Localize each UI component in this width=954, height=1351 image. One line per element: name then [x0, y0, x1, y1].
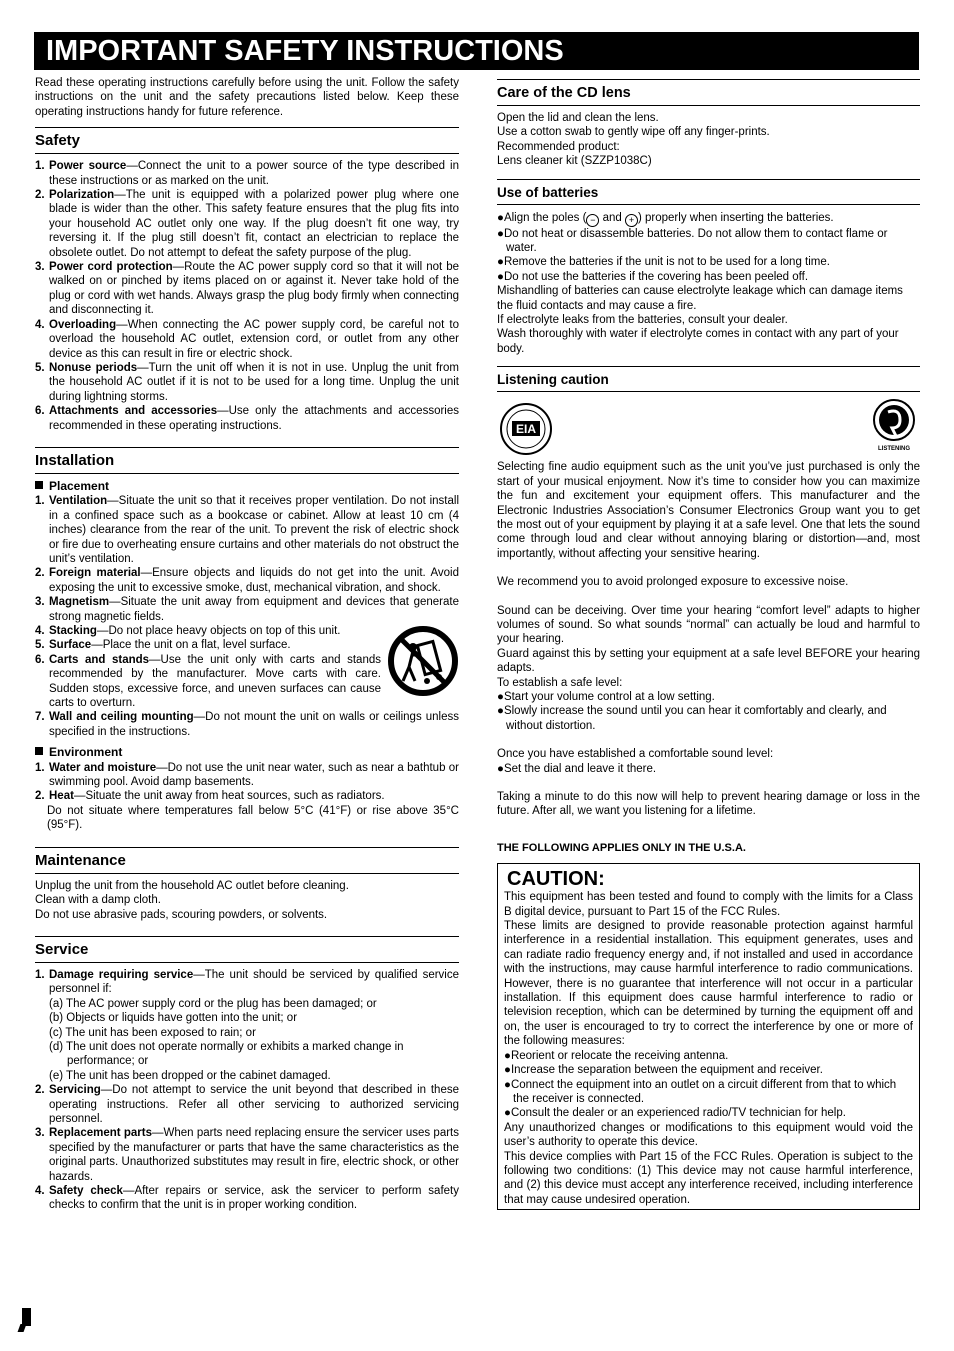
- listening-para: We recommend you to avoid prolonged exposure to excessive noise.: [497, 576, 849, 589]
- installation-heading: Installation: [35, 447, 459, 474]
- maintenance-line: Do not use abrasive pads, scouring powders, or solvents.: [35, 908, 328, 921]
- caution-para: Any unauthorized changes or modifications to this equipment would void the user’s authority to operate this device.: [504, 1121, 913, 1149]
- listening-bullets: [497, 690, 920, 733]
- list-item: 3. Magnetism—Situate the unit away from equipment and devices that generate strong magnetic fields.: [35, 596, 459, 623]
- listening-para: Sound can be deceiving. Over time your hearing “comfort level” adapts to higher volumes of sound. So what sounds “normal” can actually be loud and harmful to your hearing.: [497, 604, 920, 646]
- environment-note: Do not situate where temperatures fall below 5°C (41°F) or rise above 35°C (95°F).: [47, 804, 459, 832]
- listening-para: Once you have established a comfortable sound level:: [497, 748, 774, 761]
- cd-lens-heading: Care of the CD lens: [497, 79, 920, 106]
- caution-para: This device complies with Part 15 of the FCC Rules. Operation is subject to the following two conditions: (1) This device may not cause harmful interference, and (2) this device must accept any interference received, including interference that may cause undesired operation.: [504, 1150, 913, 1206]
- title-bar: [34, 32, 919, 70]
- list-item: 6. Carts and stands—Use the unit only with carts and stands recommended by the manufacturer. Move carts with care. Sudden stops, excessive force, and uneven surfaces can cause carts to overturn.: [35, 653, 459, 711]
- list-item: 1. Power source—Connect the unit to a power source of the type described in these instructions or as marked on the unit.: [35, 160, 459, 187]
- list-item: 5. Nonuse periods—Turn the unit off when it is not in use. Unplug the unit from the household AC outlet if it is not to be used for a long time. Unplug the unit during lightning storms.: [35, 361, 459, 403]
- right-column: [497, 79, 920, 1210]
- list-item: ●Remove the batteries if the unit is not to be used for a long time.: [497, 256, 830, 269]
- environment-list: [35, 761, 459, 804]
- page-corner-mark: [22, 1308, 31, 1326]
- eia-logo-icon: [499, 402, 553, 456]
- caution-title: CAUTION:: [507, 868, 605, 891]
- logos-row: [497, 398, 920, 454]
- usa-note: THE FOLLOWING APPLIES ONLY IN THE U.S.A.: [497, 841, 746, 854]
- page-title: IMPORTANT SAFETY INSTRUCTIONS: [46, 35, 564, 67]
- list-item: ●Do not use the batteries if the covering has been peeled off.: [497, 270, 809, 283]
- batteries-para: Mishandling of batteries can cause electrolyte leakage which can damage items the fluid contacts and may cause a fire.: [497, 285, 903, 312]
- left-column: [35, 76, 459, 1213]
- list-item: 4. Safety check—After repairs or service, ask the servicer to perform safety checks to confirm that the unit is in proper working condition.: [35, 1185, 459, 1212]
- list-item: 1. Water and moisture—Do not use the unit near water, such as near a bathtub or swimming pool. Avoid damp basements.: [35, 761, 459, 789]
- plus-pole-icon: +: [625, 214, 638, 227]
- cd-lens-line: Lens cleaner kit (SZZP1038C): [497, 155, 652, 168]
- cd-lens-line: Recommended product:: [497, 140, 620, 153]
- service-list: [35, 968, 459, 997]
- batteries-para: Wash thoroughly with water if electrolyte comes in contact with any part of your body.: [497, 328, 899, 355]
- list-item: 7. Wall and ceiling mounting—Do not mount the unit on walls or ceilings unless specified in the instructions.: [35, 711, 460, 738]
- safety-list: [35, 159, 459, 433]
- listening-para: Guard against this by setting your equipment at a safe level BEFORE your hearing adapts.: [497, 647, 920, 675]
- list-item: 2. Polarization—The unit is equipped with a polarized power plug where one blade is wider than the other. This safety feature ensures that the plug fits into your household AC outlet only one way. If the plug doesn’t fit one way, try reversing it. If the plug still doesn’t fit, contact an electrician to replace the obsolete outlet. Do not attempt to defeat the safety purpose of the plug.: [35, 189, 459, 259]
- list-item: 4. Stacking—Do not place heavy objects on top of this unit.: [35, 625, 341, 637]
- list-item: ●Consult the dealer or an experienced radio/TV technician for help.: [504, 1107, 846, 1120]
- list-item: 2. Servicing—Do not attempt to service the unit beyond that described in these operating instructions. Refer all other servicing to authorized servicing personnel.: [35, 1084, 459, 1125]
- list-item: 6. Attachments and accessories—Use only the attachments and accessories recommended in these operating instructions.: [35, 405, 459, 432]
- quality-listening-logo-icon: [870, 398, 918, 456]
- svg-text:LISTENING: LISTENING: [877, 446, 911, 453]
- listening-para: Selecting fine audio equipment such as the unit you’ve just purchased is only the start of your musical enjoyment. Now it’s time to consider how you can maximize the fun and excitement your equipment offers. This manufacturer and the Electronic Industries Association’s Consumer Electronics Group want you to get the most out of your equipment by playing it at a safe level. One that lets the sound come through loud and clear without annoying blaring or distortion—and, most importantly, without affecting your sensitive hearing.: [497, 461, 920, 560]
- list-item: ●Slowly increase the sound until you can hear it comfortably and clearly, and without distortion.: [497, 705, 887, 732]
- list-item: (b) Objects or liquids have gotten into the unit; or: [49, 1012, 298, 1025]
- list-item: ●Set the dial and leave it there.: [497, 762, 657, 775]
- list-item: 3. Replacement parts—When parts need replacing ensure the servicer uses parts specified by the manufacturer or parts that have the same characteristics as the original parts. Unauthorized substitutes may result in fire, electric shock, or other hazards.: [35, 1127, 459, 1183]
- caution-box: [497, 863, 920, 1210]
- maintenance-line: Unplug the unit from the household AC outlet before cleaning.: [35, 879, 349, 892]
- placement-subheading: Placement: [35, 479, 459, 493]
- list-item: ●Start your volume control at a low setting.: [497, 690, 715, 703]
- list-item: 5. Surface—Place the unit on a flat, level surface.: [35, 639, 291, 652]
- listening-para: To establish a safe level:: [497, 676, 623, 689]
- list-item: (d) The unit does not operate normally or exhibits a marked change in performance; or: [49, 1040, 404, 1068]
- maintenance-line: Clean with a damp cloth.: [35, 894, 161, 907]
- service-list-cont: [35, 1083, 459, 1213]
- listening-bullets: [497, 762, 920, 776]
- cd-lens-line: Use a cotton swab to gently wipe off any finger-prints.: [497, 126, 770, 139]
- service-sub-list: [35, 997, 459, 1083]
- maintenance-heading: Maintenance: [35, 847, 459, 874]
- service-heading: Service: [35, 936, 459, 963]
- list-item: ●Increase the separation between the equipment and receiver.: [504, 1064, 823, 1077]
- list-item: 3. Power cord protection—Route the AC power supply cord so that it will not be walked on or pinched by items placed on or against it. Never take hold of the plug or cord with wet hands. Always grasp the plug body firmly when connecting and disconnecting it.: [35, 261, 460, 317]
- svg-text:EIA: EIA: [515, 422, 537, 437]
- list-item: 1. Ventilation—Situate the unit so that it receives proper ventilation. Do not install in a confined space such as a bookcase or cabinet. Allow at least 10 cm (4 inches) clearance from the rear of the unit. To prevent the risk of electric shock or fire due to overheating ensure curtains and other materials do not obstruct the unit’s ventilation.: [35, 495, 459, 565]
- list-item: 2. Foreign material—Ensure objects and liquids do not get into the unit. Avoid exposing the unit to excessive smoke, dust, mechanical vibration, and shock.: [35, 567, 459, 594]
- square-bullet-icon: [35, 747, 43, 755]
- environment-subheading: Environment: [35, 745, 459, 759]
- list-item: ●Align the poles ( − and + ) properly when inserting the batteries.: [497, 211, 834, 225]
- list-item: 1. Damage requiring service—The unit should be serviced by qualified service personnel if:: [35, 968, 459, 996]
- listening-para: Taking a minute to do this now will help to prevent hearing damage or loss in the future. After all, we want you listening for a lifetime.: [497, 791, 920, 818]
- batteries-para: If electrolyte leaks from the batteries, consult your dealer.: [497, 314, 788, 327]
- batteries-heading: Use of batteries: [497, 179, 920, 205]
- cd-lens-line: Open the lid and clean the lens.: [497, 112, 659, 124]
- list-item: ●Reorient or relocate the receiving antenna.: [504, 1049, 729, 1062]
- intro-text: Read these operating instructions carefully before using the unit. Follow the safety instructions on the unit and the safety precautions listed below. Keep these operating instructions handy for future reference.: [35, 77, 459, 118]
- safety-heading: Safety: [35, 127, 459, 154]
- list-item: ●Connect the equipment into an outlet on a circuit different from that to which the receiver is connected.: [504, 1078, 897, 1105]
- list-item: 2. Heat—Situate the unit away from heat sources, such as radiators.: [35, 790, 385, 803]
- minus-pole-icon: −: [586, 214, 599, 227]
- list-item: (a) The AC power supply cord or the plug has been damaged; or: [49, 997, 377, 1010]
- list-item: 4. Overloading—When connecting the AC power supply cord, be careful not to overload the household AC outlet, extension cord, or outlet from any other device as this can result in fire or electric shock.: [35, 318, 459, 360]
- cart-warning-icon: [387, 625, 459, 697]
- batteries-bullets: [497, 211, 920, 285]
- caution-para: These limits are designed to provide reasonable protection against harmful interference in a residential installation. This equipment generates, uses and can radiate radio frequency energy and, if not installed and used in accordance with the instructions, may cause harmful interference to radio communications. However, there is no guarantee that interference will not occur in a particular installation. If this equipment does cause harmful interference to radio or television reception, which can be determined by turning the equipment off and on, the user is encouraged to try to correct the interference by one or more of the following measures:: [504, 920, 913, 1048]
- placement-list: [35, 494, 459, 739]
- list-item: (e) The unit has been dropped or the cabinet damaged.: [49, 1069, 331, 1082]
- list-item: (c) The unit has been exposed to rain; or: [49, 1026, 256, 1039]
- caution-bullets: [504, 1049, 913, 1121]
- square-bullet-icon: [35, 481, 43, 489]
- caution-para: This equipment has been tested and found to comply with the limits for a Class B digital device, pursuant to Part 15 of the FCC Rules.: [504, 891, 913, 918]
- list-item: ●Do not heat or disassemble batteries. Do not allow them to contact flame or water.: [497, 227, 888, 255]
- listening-heading: Listening caution: [497, 366, 920, 392]
